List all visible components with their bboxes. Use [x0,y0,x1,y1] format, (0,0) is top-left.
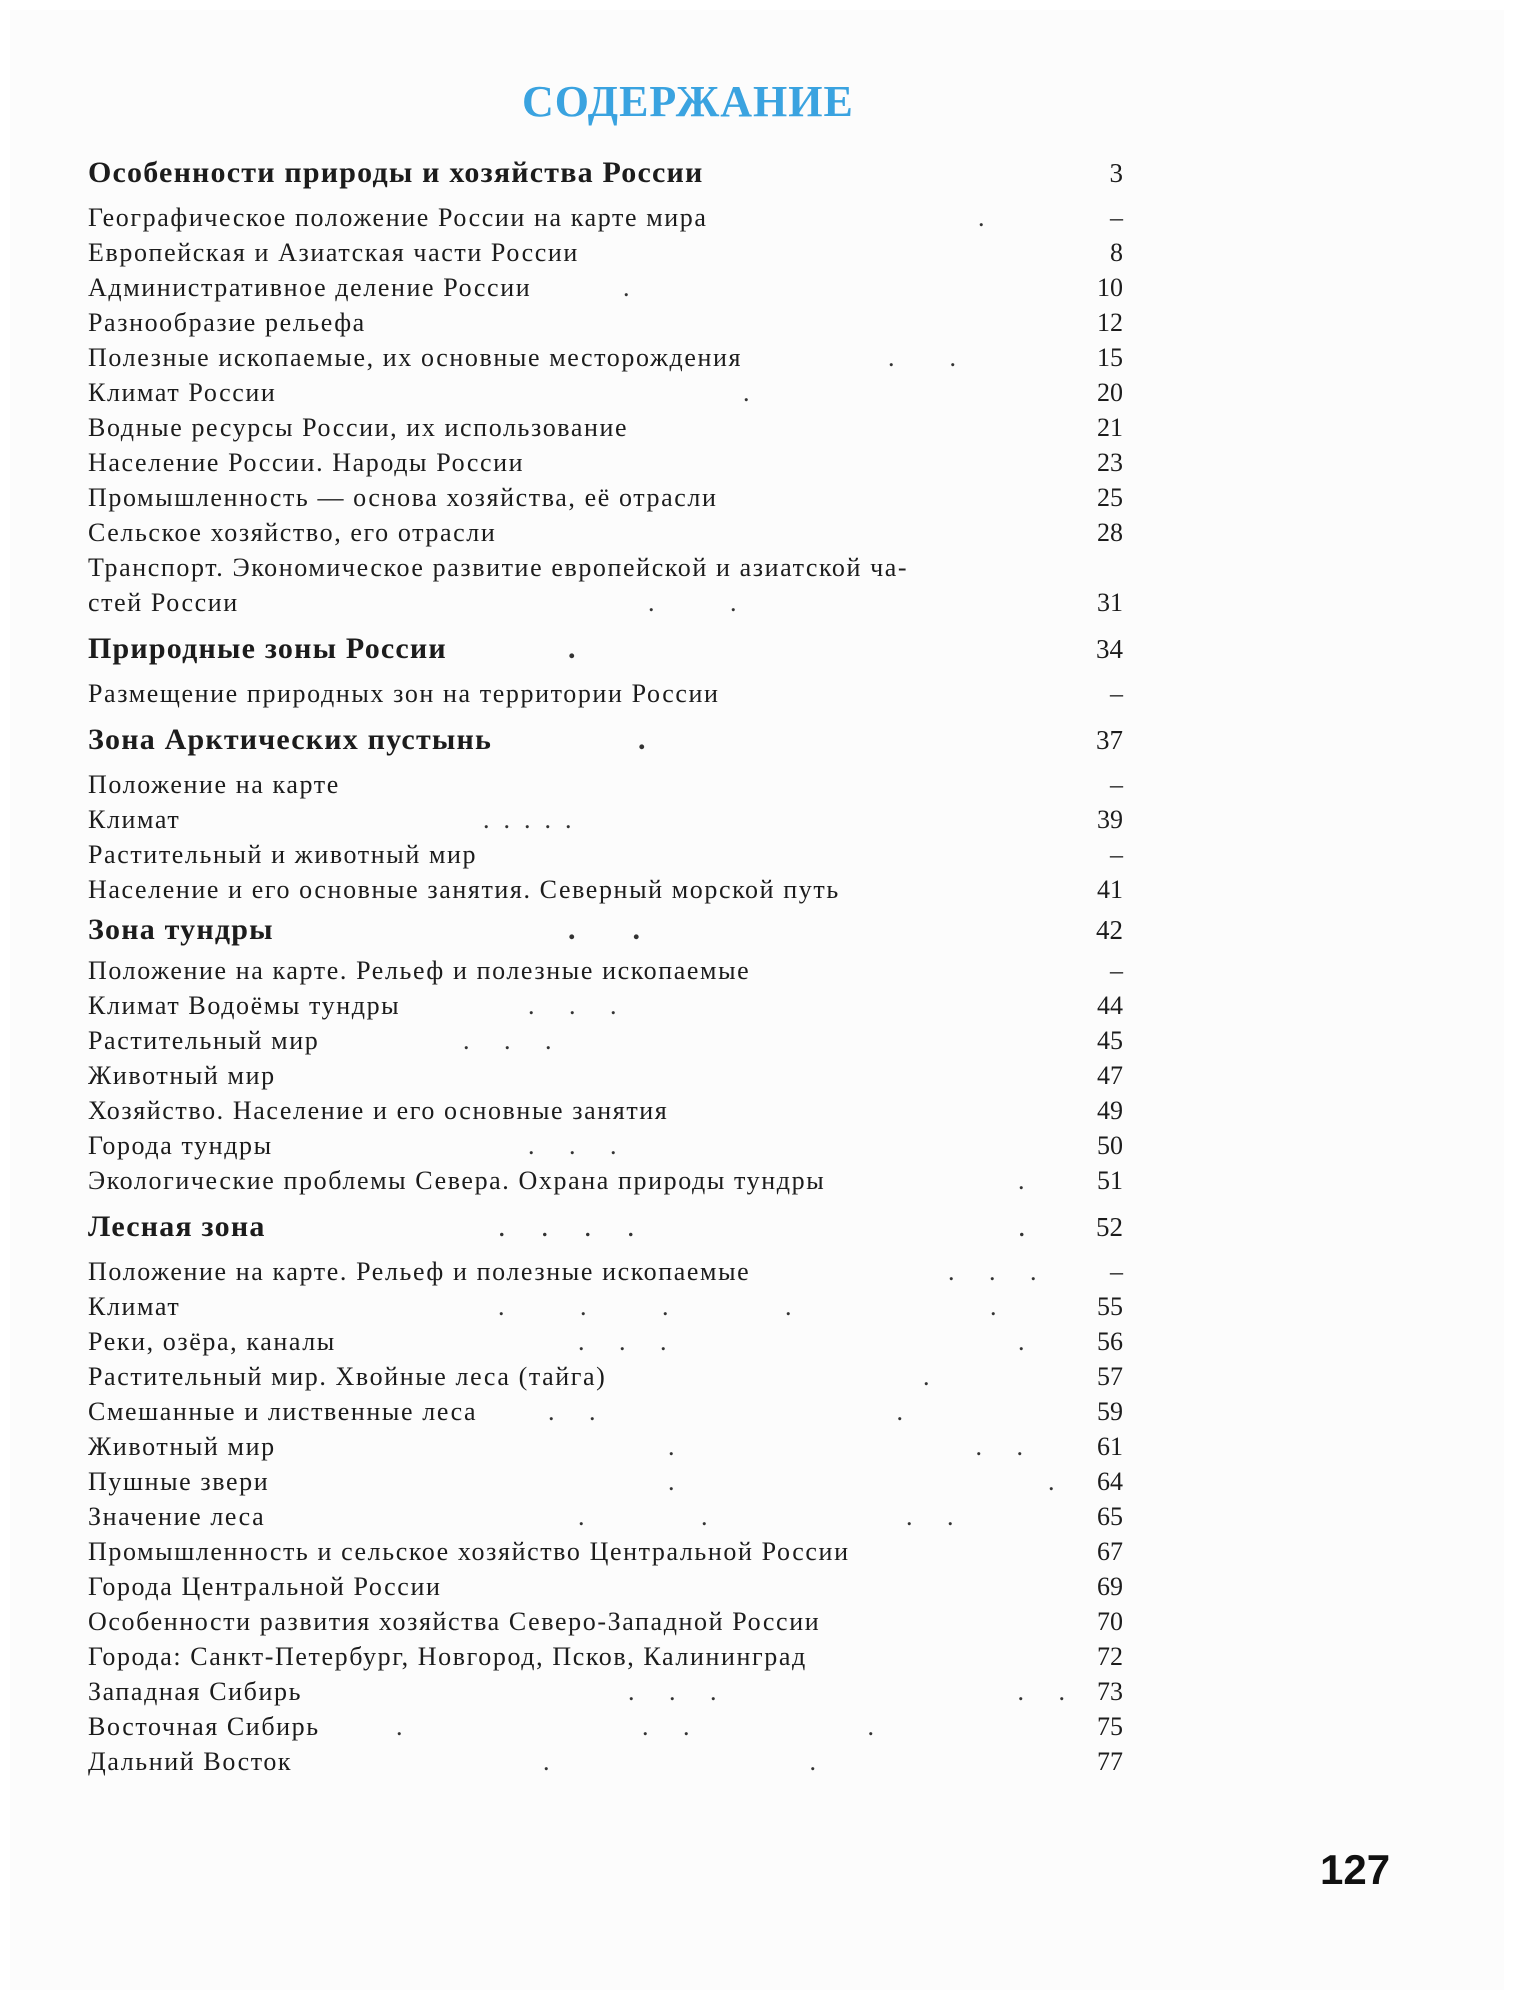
toc-entry[interactable] [88,1639,1123,1674]
toc-entry[interactable] [88,1394,1123,1429]
toc-entry[interactable] [88,802,1123,837]
entry-page: – [1110,770,1123,799]
entry-title: Европейская и Азиатская части России [88,238,579,267]
leader-dots: . . . [948,1257,1051,1286]
toc-entry[interactable] [88,1163,1123,1198]
entry-page: 55 [1097,1292,1123,1321]
leader-dots: . . . . [578,1502,968,1531]
entry-title: Разнообразие рельефа [88,308,366,337]
leader-dots: . [1018,1327,1039,1356]
section-title: Природные зоны России [88,632,447,665]
entry-page: 73 [1097,1677,1123,1706]
section-title: Особенности природы и хозяйства России [88,156,704,189]
entry-title: Транспорт. Экономическое развитие европейской и азиатской ча- [88,553,909,582]
entry-title: Население России. Народы России [88,448,525,477]
entry-title: Промышленность — основа хозяйства, её отрасли [88,483,718,512]
leader-dots: . . . [668,1432,1037,1461]
entry-page: 47 [1097,1061,1123,1090]
toc-entry[interactable] [88,480,1123,515]
toc-entry[interactable] [88,1709,1123,1744]
toc-entry[interactable] [88,1464,1123,1499]
toc-entry[interactable] [88,550,1123,585]
entry-page: – [1110,956,1123,985]
entry-page: 23 [1097,448,1123,477]
entry-page: 70 [1097,1607,1123,1636]
entry-title: Сельское хозяйство, его отрасли [88,518,497,547]
entry-title: Растительный мир [88,1026,320,1055]
entry-title: Климат Водоёмы тундры [88,991,401,1020]
entry-page: 8 [1110,238,1123,267]
entry-page: 56 [1097,1327,1123,1356]
leader-dots: . . . . . [498,1292,1011,1321]
leader-dots: . . . [528,991,631,1020]
entry-title: Климат России [88,378,277,407]
entry-title: Дальний Восток [88,1747,293,1776]
leader-dots: . [638,723,660,756]
toc-entry[interactable] [88,837,1123,872]
entry-page: 20 [1097,378,1123,407]
toc-entry[interactable] [88,1324,1123,1359]
entry-title: Население и его основные занятия. Северный морской путь [88,875,840,904]
toc-section-heading[interactable] [88,626,1123,672]
entry-page: 51 [1097,1166,1123,1195]
entry-title: Климат [88,805,181,834]
leader-dots: . [1018,1166,1039,1195]
leader-dots: . [623,273,644,302]
leader-dots: . . . [528,1131,631,1160]
toc-entry[interactable] [88,767,1123,802]
leader-dots: . . [543,1747,830,1776]
entry-page: 59 [1097,1397,1123,1426]
leader-dots: . . . . . [628,1677,1079,1706]
section-page: 52 [1096,1212,1123,1242]
toc-section-heading[interactable] [88,907,1123,953]
section-title: Зона тундры [88,913,274,946]
leader-dots: . . . . [396,1712,888,1741]
entry-page: 65 [1097,1502,1123,1531]
entry-page: – [1110,679,1123,708]
entry-page: 39 [1097,805,1123,834]
leader-dots: . [668,1467,689,1496]
page-number: 127 [1320,1846,1391,1893]
toc-entry[interactable] [88,988,1123,1023]
entry-title: Водные ресурсы России, их использование [88,413,629,442]
entry-title: Хозяйство. Население и его основные занятия [88,1096,669,1125]
entry-page: 49 [1097,1096,1123,1125]
toc-entry[interactable] [88,235,1123,270]
entry-page: 12 [1097,308,1123,337]
leader-dots: . [743,378,764,407]
entry-title: Размещение природных зон на территории России [88,679,720,708]
toc-section-heading[interactable] [88,1204,1123,1250]
leader-dots: . . [888,343,970,372]
leader-dots: . . [568,913,654,946]
entry-title: Положение на карте. Рельеф и полезные ископаемые [88,956,751,985]
toc-entry[interactable] [88,676,1123,711]
toc-entry[interactable] [88,872,1123,907]
entry-title: Растительный мир. Хвойные леса (тайга) [88,1362,607,1391]
entry-page: 69 [1097,1572,1123,1601]
entry-page: 31 [1097,588,1123,617]
toc-entry[interactable] [88,1093,1123,1128]
toc-section-heading[interactable] [88,717,1123,763]
leader-dots: . [1018,1210,1040,1243]
entry-page: – [1110,840,1123,869]
toc-entry[interactable] [88,1429,1123,1464]
toc-entry[interactable] [88,1569,1123,1604]
toc-entry[interactable] [88,1604,1123,1639]
toc-entry[interactable] [88,1534,1123,1569]
entry-page: 25 [1097,483,1123,512]
entry-page: 67 [1097,1537,1123,1566]
entry-page: 64 [1097,1467,1123,1496]
entry-title: Животный мир [88,1061,276,1090]
entry-title: Животный мир [88,1432,276,1461]
entry-page: 10 [1097,273,1123,302]
toc-section-heading[interactable] [88,150,1123,196]
entry-page: 75 [1097,1712,1123,1741]
leader-dots: . . . [548,1397,917,1426]
leader-dots: . [978,203,999,232]
entry-title: Пушные звери [88,1467,270,1496]
entry-title: Полезные ископаемые, их основные месторождения [88,343,743,372]
leader-dots: . [568,632,590,665]
section-page: 34 [1096,634,1123,664]
toc-entry[interactable] [88,1023,1123,1058]
entry-page: 45 [1097,1026,1123,1055]
toc-entry[interactable] [88,200,1123,235]
entry-page: – [1110,1257,1123,1286]
leader-dots: . [923,1362,944,1391]
toc-entry[interactable] [88,953,1123,988]
leader-dots: ..... [483,805,586,834]
entry-title: Западная Сибирь [88,1677,303,1706]
section-page: 3 [1109,158,1123,188]
leader-dots: . . [648,588,751,617]
toc-entry[interactable] [88,1499,1123,1534]
entry-title: Смешанные и лиственные леса [88,1397,478,1426]
section-title: Лесная зона [88,1210,266,1243]
entry-page: 28 [1097,518,1123,547]
toc-entry[interactable] [88,1128,1123,1163]
entry-title: Географическое положение России на карте мира [88,203,708,232]
toc-entry[interactable] [88,270,1123,305]
entry-title: Экологические проблемы Севера. Охрана природы тундры [88,1166,826,1195]
entry-page: 21 [1097,413,1123,442]
entry-title: Города: Санкт-Петербург, Новгород, Псков, Калининград [88,1642,807,1671]
toc-entry[interactable] [88,515,1123,550]
entry-title: Города Центральной России [88,1572,442,1601]
toc-entry[interactable] [88,445,1123,480]
toc-entry[interactable] [88,1254,1123,1289]
entry-page: 44 [1097,991,1123,1020]
section-page: 37 [1096,725,1123,755]
entry-page: 77 [1097,1747,1123,1776]
toc-entry[interactable] [88,1058,1123,1093]
table-of-contents [88,150,1123,1779]
toc-entry[interactable] [88,1359,1123,1394]
leader-dots: . . . . [498,1210,649,1243]
leader-dots: . . . [463,1026,566,1055]
toc-entry[interactable] [88,585,1123,620]
toc-entry[interactable] [88,375,1123,410]
leader-dots: . . . [578,1327,681,1356]
page-title: СОДЕРЖАНИЕ [522,77,854,126]
toc-entry[interactable] [88,1744,1123,1779]
entry-title: Климат [88,1292,181,1321]
entry-title: Реки, озёра, каналы [88,1327,336,1356]
entry-page: 41 [1097,875,1123,904]
leader-dots: . [1048,1467,1069,1496]
entry-title: Значение леса [88,1502,266,1531]
toc-entry[interactable] [88,340,1123,375]
section-title: Зона Арктических пустынь [88,723,493,756]
entry-title: Особенности развития хозяйства Северо-Западной России [88,1607,821,1636]
entry-page: 72 [1097,1642,1123,1671]
section-page: 42 [1096,915,1123,945]
entry-title: Восточная Сибирь [88,1712,320,1741]
entry-title: Положение на карте. Рельеф и полезные ископаемые [88,1257,751,1286]
entry-page: 57 [1097,1362,1123,1391]
entry-title: Промышленность и сельское хозяйство Центральной России [88,1537,850,1566]
entry-title: стей России [88,588,239,617]
entry-page: 50 [1097,1131,1123,1160]
entry-page: 15 [1097,343,1123,372]
document-page [10,10,1504,1990]
toc-entry[interactable] [88,410,1123,445]
entry-title: Положение на карте [88,770,340,799]
entry-title: Города тундры [88,1131,273,1160]
entry-title: Административное деление России [88,273,532,302]
entry-page: 61 [1097,1432,1123,1461]
entry-title: Растительный и животный мир [88,840,478,869]
toc-entry[interactable] [88,305,1123,340]
toc-entry[interactable] [88,1674,1123,1709]
toc-entry[interactable] [88,1289,1123,1324]
entry-page: – [1110,203,1123,232]
